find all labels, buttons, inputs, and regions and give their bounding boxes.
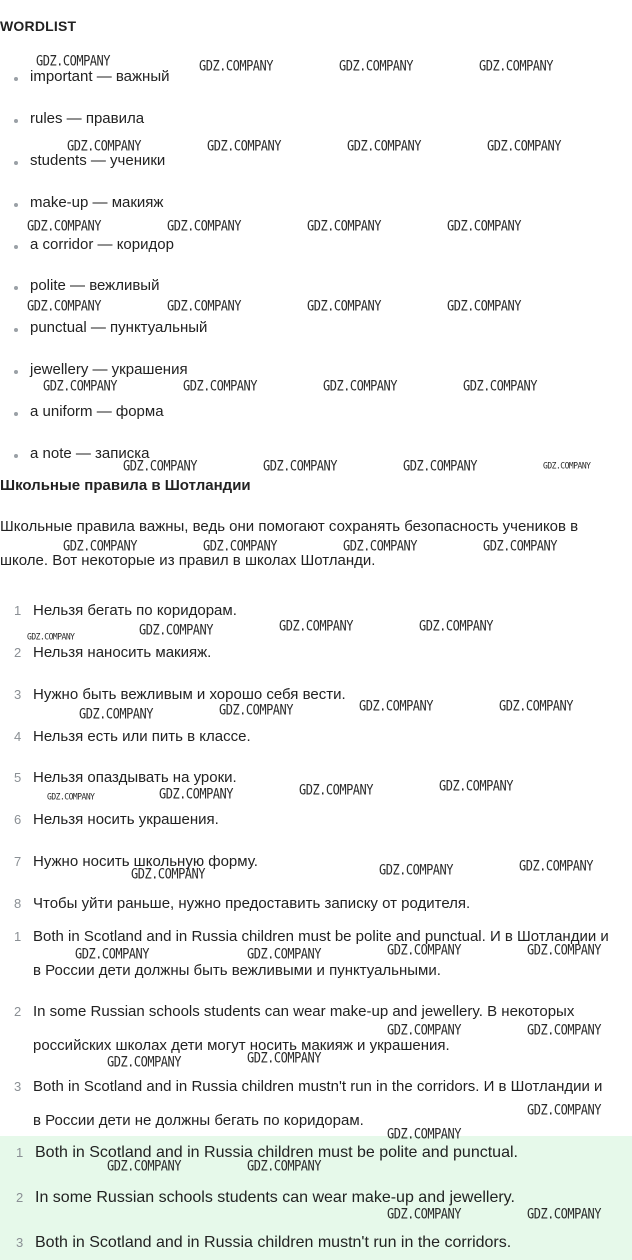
watermark: GDZ.COMPANY xyxy=(123,457,197,475)
watermark: GDZ.COMPANY xyxy=(479,57,553,75)
watermark: GDZ.COMPANY xyxy=(43,377,117,395)
rule-item: 2 Нельзя наносить макияж. xyxy=(14,644,212,661)
answer-item: 3 Both in Scotland and in Russia children mustn't run in the corridors. И в Шотландии и в России дети не должны бегать по коридорам. xyxy=(14,1078,603,1129)
watermark: GDZ.COMPANY xyxy=(247,1157,321,1175)
watermark: GDZ.COMPANY xyxy=(167,217,241,235)
watermark: GDZ.COMPANY xyxy=(527,1101,601,1119)
watermark: GDZ.COMPANY xyxy=(219,701,293,719)
watermark: GDZ.COMPANY xyxy=(343,537,417,555)
watermark: GDZ.COMPANY xyxy=(36,52,110,70)
wordlist-item: jewellery — украшения xyxy=(14,361,188,378)
wordlist-item: polite — вежливый xyxy=(14,277,159,294)
watermark: GDZ.COMPANY xyxy=(75,945,149,963)
wordlist-item: a note — записка xyxy=(14,445,150,462)
final-answer-item: 2 In some Russian schools students can wear make-up and jewellery. xyxy=(16,1189,515,1206)
watermark: GDZ.COMPANY xyxy=(27,631,75,642)
bullet-icon xyxy=(14,370,18,374)
bullet-icon xyxy=(14,161,18,165)
watermark: GDZ.COMPANY xyxy=(203,537,277,555)
watermark: GDZ.COMPANY xyxy=(387,1021,461,1039)
watermark: GDZ.COMPANY xyxy=(527,1021,601,1039)
watermark: GDZ.COMPANY xyxy=(299,781,373,799)
bullet-icon xyxy=(14,245,18,249)
bullet-icon xyxy=(14,328,18,332)
rule-item: 7 Нужно носить школьную форму. xyxy=(14,853,258,870)
watermark: GDZ.COMPANY xyxy=(139,621,213,639)
final-answer-item: 1 Both in Scotland and in Russia children must be polite and punctual. xyxy=(16,1144,518,1161)
watermark: GDZ.COMPANY xyxy=(79,705,153,723)
answer-item: 2 In some Russian schools students can wear make-up and jewellery. В некоторых российских школах дети могут носить макияж и украшения. xyxy=(14,1003,575,1054)
bullet-icon xyxy=(14,77,18,81)
watermark: GDZ.COMPANY xyxy=(447,297,521,315)
wordlist-item: make-up — макияж xyxy=(14,194,163,211)
section-intro: Школьные правила важны, ведь они помогают сохранять безопасность учеников в школе. Вот некоторые из правил в школах Шотланди. xyxy=(0,518,579,569)
wordlist-item: punctual — пунктуальный xyxy=(14,319,207,336)
watermark: GDZ.COMPANY xyxy=(483,537,557,555)
watermark: GDZ.COMPANY xyxy=(487,137,561,155)
watermark: GDZ.COMPANY xyxy=(107,1157,181,1175)
watermark: GDZ.COMPANY xyxy=(447,217,521,235)
bullet-icon xyxy=(14,412,18,416)
bullet-icon xyxy=(14,203,18,207)
rule-item: 6 Нельзя носить украшения. xyxy=(14,811,219,828)
rule-item: 8 Чтобы уйти раньше, нужно предоставить записку от родителя. xyxy=(14,895,471,912)
watermark: GDZ.COMPANY xyxy=(323,377,397,395)
watermark: GDZ.COMPANY xyxy=(307,217,381,235)
answer-item: 1 Both in Scotland and in Russia children must be polite and punctual. И в Шотландии и в России дети должны быть вежливыми и пунктуальными. xyxy=(14,928,609,979)
bullet-icon xyxy=(14,286,18,290)
watermark: GDZ.COMPANY xyxy=(27,297,101,315)
watermark: GDZ.COMPANY xyxy=(131,865,205,883)
wordlist-item: important — важный xyxy=(14,68,169,85)
wordlist-item: students — ученики xyxy=(14,152,165,169)
watermark: GDZ.COMPANY xyxy=(387,1205,461,1223)
watermark: GDZ.COMPANY xyxy=(359,697,433,715)
watermark: GDZ.COMPANY xyxy=(107,1053,181,1071)
watermark: GDZ.COMPANY xyxy=(543,460,591,471)
wordlist-item: a uniform — форма xyxy=(14,403,164,420)
section-title: Школьные правила в Шотландии xyxy=(0,477,251,494)
watermark: GDZ.COMPANY xyxy=(207,137,281,155)
watermark: GDZ.COMPANY xyxy=(167,297,241,315)
watermark: GDZ.COMPANY xyxy=(263,457,337,475)
watermark: GDZ.COMPANY xyxy=(403,457,477,475)
watermark: GDZ.COMPANY xyxy=(463,377,537,395)
watermark: GDZ.COMPANY xyxy=(247,1049,321,1067)
watermark: GDZ.COMPANY xyxy=(183,377,257,395)
watermark: GDZ.COMPANY xyxy=(339,57,413,75)
watermark: GDZ.COMPANY xyxy=(47,791,95,802)
watermark: GDZ.COMPANY xyxy=(247,945,321,963)
watermark: GDZ.COMPANY xyxy=(527,941,601,959)
rule-item: 1 Нельзя бегать по коридорам. xyxy=(14,602,237,619)
rule-item: 4 Нельзя есть или пить в классе. xyxy=(14,728,251,745)
rule-item: 3 Нужно быть вежливым и хорошо себя вести. xyxy=(14,686,346,703)
watermark: GDZ.COMPANY xyxy=(307,297,381,315)
watermark: GDZ.COMPANY xyxy=(439,777,513,795)
watermark: GDZ.COMPANY xyxy=(279,617,353,635)
watermark: GDZ.COMPANY xyxy=(379,861,453,879)
watermark: GDZ.COMPANY xyxy=(159,785,233,803)
final-answer-item: 3 Both in Scotland and in Russia children mustn't run in the corridors. xyxy=(16,1234,512,1251)
watermark: GDZ.COMPANY xyxy=(387,941,461,959)
watermark: GDZ.COMPANY xyxy=(527,1205,601,1223)
watermark: GDZ.COMPANY xyxy=(63,537,137,555)
bullet-icon xyxy=(14,119,18,123)
watermark: GDZ.COMPANY xyxy=(199,57,273,75)
watermark: GDZ.COMPANY xyxy=(419,617,493,635)
wordlist-item: rules — правила xyxy=(14,110,144,127)
watermark: GDZ.COMPANY xyxy=(519,857,593,875)
wordlist-item: a corridor — коридор xyxy=(14,236,174,253)
watermark: GDZ.COMPANY xyxy=(387,1125,461,1143)
rule-item: 5 Нельзя опаздывать на уроки. xyxy=(14,769,237,786)
wordlist-title: WORDLIST xyxy=(0,18,77,34)
watermark: GDZ.COMPANY xyxy=(67,137,141,155)
bullet-icon xyxy=(14,454,18,458)
watermark: GDZ.COMPANY xyxy=(27,217,101,235)
watermark: GDZ.COMPANY xyxy=(499,697,573,715)
watermark: GDZ.COMPANY xyxy=(347,137,421,155)
